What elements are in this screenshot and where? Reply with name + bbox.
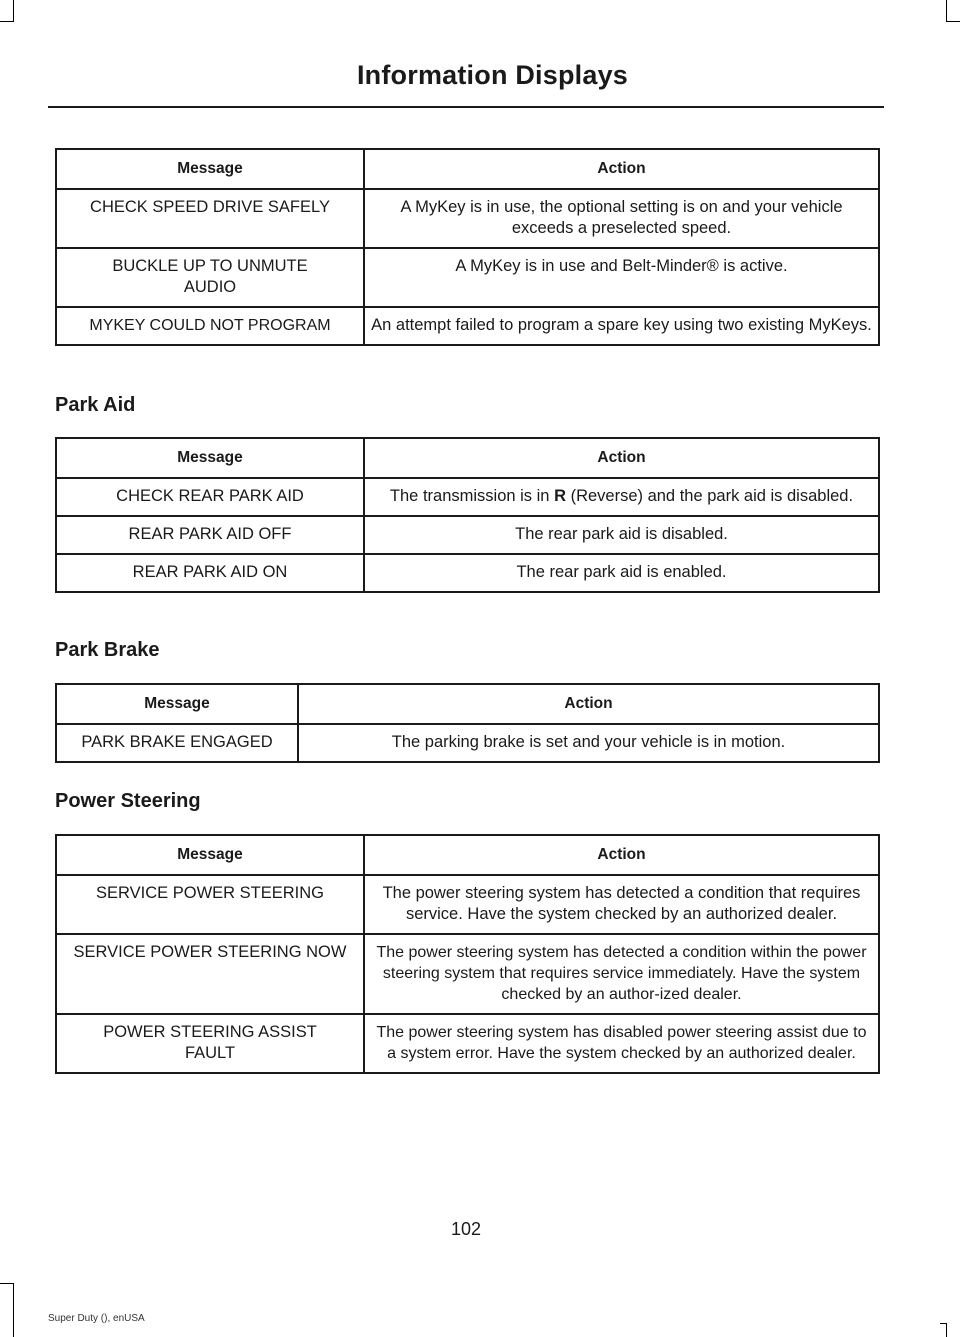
action-cell: The power steering system has disabled power steering assist due to a system error. Have the system checked by an authorized dealer. — [364, 1014, 879, 1073]
message-cell: CHECK REAR PARK AID — [56, 478, 364, 516]
crop-mark — [940, 1323, 947, 1324]
column-header-message: Message — [56, 835, 364, 875]
message-cell: REAR PARK AID ON — [56, 554, 364, 592]
column-header-action: Action — [364, 149, 879, 189]
section-heading-park-brake: Park Brake — [55, 639, 160, 661]
table-row — [56, 934, 879, 1014]
crop-mark — [946, 0, 947, 22]
action-cell — [364, 478, 879, 516]
crop-mark — [13, 0, 14, 22]
section-heading-power-steering: Power Steering — [55, 790, 201, 812]
table-header-row — [56, 835, 879, 875]
message-cell: MYKEY COULD NOT PROGRAM — [56, 307, 364, 345]
crop-mark — [13, 1283, 14, 1337]
table-header-row — [56, 438, 879, 478]
crop-mark — [0, 1283, 14, 1284]
page-number: 102 — [450, 1219, 482, 1239]
action-cell: An attempt failed to program a spare key using two existing MyKeys. — [364, 307, 879, 345]
table-row — [56, 554, 879, 592]
document-id: Super Duty (), enUSA — [48, 1313, 145, 1324]
table-row — [56, 307, 879, 345]
message-cell: SERVICE POWER STEERING NOW — [56, 934, 364, 1014]
column-header-action: Action — [364, 438, 879, 478]
crop-mark — [0, 21, 14, 22]
table-header-row — [56, 684, 879, 724]
power-steering-table — [55, 834, 880, 1074]
column-header-message: Message — [56, 438, 364, 478]
action-text: The transmission is in — [389, 487, 555, 505]
mykey-messages-table — [55, 148, 880, 346]
table-row — [56, 189, 879, 248]
column-header-action: Action — [298, 684, 879, 724]
action-cell: A MyKey is in use, the optional setting is on and your vehicle exceeds a preselected speed. — [364, 189, 879, 248]
crop-mark — [946, 21, 960, 22]
table-header-row — [56, 149, 879, 189]
gear-position: R — [554, 487, 566, 505]
table-row — [56, 478, 879, 516]
park-brake-table — [55, 683, 880, 763]
column-header-action: Action — [364, 835, 879, 875]
action-cell: The power steering system has detected a condition that requires service. Have the system checked by an authorized dealer. — [364, 875, 879, 934]
action-cell: The parking brake is set and your vehicle is in motion. — [298, 724, 879, 762]
message-cell: SERVICE POWER STEERING — [56, 875, 364, 934]
crop-mark — [946, 1323, 947, 1337]
table-row — [56, 1014, 879, 1073]
section-heading-park-aid: Park Aid — [55, 394, 136, 416]
action-cell: The power steering system has detected a condition within the power steering system that requires service immediately. Have the system checked by an author-ized dealer. — [364, 934, 879, 1014]
message-cell: PARK BRAKE ENGAGED — [56, 724, 298, 762]
action-cell: The rear park aid is enabled. — [364, 554, 879, 592]
column-header-message: Message — [56, 684, 298, 724]
table-row — [56, 248, 879, 307]
action-cell: The rear park aid is disabled. — [364, 516, 879, 554]
message-cell: REAR PARK AID OFF — [56, 516, 364, 554]
action-text: (Reverse) and the park aid is disabled. — [565, 487, 854, 505]
page-title: Information Displays — [356, 60, 628, 90]
action-cell: A MyKey is in use and Belt-Minder® is active. — [364, 248, 879, 307]
title-divider — [48, 106, 884, 108]
table-row — [56, 724, 879, 762]
message-cell: POWER STEERING ASSIST FAULT — [56, 1014, 364, 1073]
table-row — [56, 516, 879, 554]
message-cell: BUCKLE UP TO UNMUTE AUDIO — [56, 248, 364, 307]
message-cell: CHECK SPEED DRIVE SAFELY — [56, 189, 364, 248]
park-aid-table — [55, 437, 880, 593]
table-row — [56, 875, 879, 934]
column-header-message: Message — [56, 149, 364, 189]
